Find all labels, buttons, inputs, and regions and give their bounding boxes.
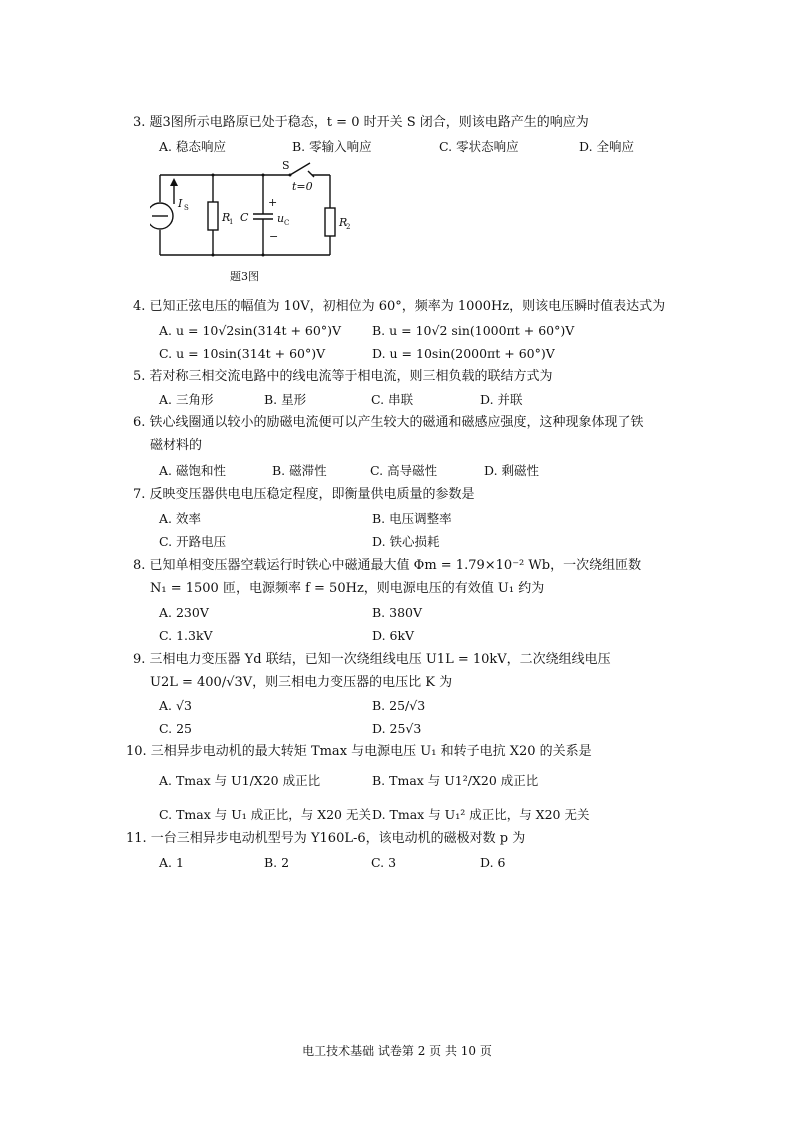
source-label: I	[178, 197, 183, 210]
q6-option-a: A. 磁饱和性	[159, 463, 226, 478]
c-label: C	[240, 211, 249, 224]
q3-circuit-diagram	[150, 160, 360, 265]
q10-option-a: A. Tmax 与 U1/X20 成正比	[159, 773, 321, 788]
uc-label-sub: C	[284, 219, 290, 227]
q10-option-c: C. Tmax 与 U₁ 成正比，与 X20 无关	[159, 807, 371, 822]
q4-option-d: D. u = 10sin(2000πt + 60°)V	[372, 346, 555, 361]
question-9-stem: 9. 三相电力变压器 Yd 联结，已知一次绕组线电压 U1L = 10kV，二次绕组线电压	[133, 652, 611, 667]
q5-option-c: C. 串联	[371, 392, 414, 407]
q4-option-c: C. u = 10sin(314t + 60°)V	[159, 346, 326, 361]
q11-option-a: A. 1	[159, 855, 184, 870]
q7-option-b: B. 电压调整率	[372, 511, 452, 526]
q9-option-b: B. 25/√3	[372, 698, 426, 713]
question-6-stem-cont: 磁材料的	[150, 438, 203, 453]
r1-label: R	[222, 211, 231, 224]
q4-option-a: A. u = 10√2sin(314t + 60°)V	[159, 323, 341, 338]
question-3-stem: 3. 题3图所示电路原已处于稳态，t = 0 时开关 S 闭合，则该电路产生的响应为	[133, 115, 589, 130]
source-label-sub: S	[184, 204, 189, 212]
figure-caption: 题3图	[230, 270, 259, 283]
q11-option-d: D. 6	[480, 855, 506, 870]
q6-option-d: D. 剩磁性	[484, 463, 540, 478]
q8-option-b: B. 380V	[372, 605, 423, 620]
q9-option-a: A. √3	[159, 698, 192, 713]
r2-label: R	[339, 216, 348, 229]
q9-option-c: C. 25	[159, 721, 192, 736]
question-5-stem: 5. 若对称三相交流电路中的线电流等于相电流，则三相负载的联结方式为	[133, 369, 553, 384]
plus-label: +	[268, 196, 278, 209]
q6-option-b: B. 磁滞性	[272, 463, 327, 478]
q4-option-b: B. u = 10√2 sin(1000πt + 60°)V	[372, 323, 575, 338]
q3-option-a: A. 稳态响应	[159, 139, 226, 154]
question-10-stem: 10. 三相异步电动机的最大转矩 Tmax 与电源电压 U₁ 和转子电抗 X20 的关系是	[126, 744, 592, 759]
q8-option-d: D. 6kV	[372, 628, 415, 643]
question-7-stem: 7. 反映变压器供电电压稳定程度，即衡量供电质量的参数是	[133, 487, 475, 502]
q10-option-b: B. Tmax 与 U1²/X20 成正比	[372, 773, 539, 788]
uc-label: u	[277, 212, 285, 225]
switch-time-label: t=0	[292, 180, 313, 193]
q8-option-c: C. 1.3kV	[159, 628, 213, 643]
q7-option-d: D. 铁心损耗	[372, 534, 440, 549]
question-6-stem: 6. 铁心线圈通以较小的励磁电流便可以产生较大的磁通和磁感应强度，这种现象体现了铁	[133, 415, 644, 430]
q5-option-a: A. 三角形	[159, 392, 214, 407]
q9-option-d: D. 25√3	[372, 721, 422, 736]
q7-option-c: C. 开路电压	[159, 534, 227, 549]
page-footer: 电工技术基础 试卷第 2 页 共 10 页	[302, 1044, 492, 1058]
question-9-stem-cont: U2L = 400/√3V，则三相电力变压器的电压比 K 为	[150, 675, 453, 690]
q8-option-a: A. 230V	[159, 605, 209, 620]
q5-option-b: B. 星形	[264, 392, 307, 407]
q11-option-b: B. 2	[264, 855, 290, 870]
q6-option-c: C. 高导磁性	[370, 463, 438, 478]
minus-label: −	[269, 230, 279, 243]
q3-option-d: D. 全响应	[579, 139, 635, 154]
r2-label-sub: 2	[346, 223, 351, 231]
q11-option-c: C. 3	[371, 855, 397, 870]
r1-label-sub: 1	[229, 218, 234, 226]
q3-option-c: C. 零状态响应	[439, 139, 519, 154]
switch-label: S	[282, 160, 290, 172]
question-4-stem: 4. 已知正弦电压的幅值为 10V，初相位为 60°，频率为 1000Hz，则该电压瞬时值表达式为	[133, 299, 666, 314]
q3-option-b: B. 零输入响应	[292, 139, 372, 154]
q5-option-d: D. 并联	[480, 392, 523, 407]
q7-option-a: A. 效率	[159, 511, 201, 526]
q10-option-d: D. Tmax 与 U₁² 成正比，与 X20 无关	[372, 807, 590, 822]
question-8-stem-cont: N₁ = 1500 匝，电源频率 f = 50Hz，则电源电压的有效值 U₁ 约为	[150, 581, 545, 596]
question-11-stem: 11. 一台三相异步电动机型号为 Y160L-6，该电动机的磁极对数 p 为	[126, 831, 526, 846]
question-8-stem: 8. 已知单相变压器空载运行时铁心中磁通最大值 Φm = 1.79×10⁻² Wb，一次绕组匝数	[133, 558, 642, 573]
